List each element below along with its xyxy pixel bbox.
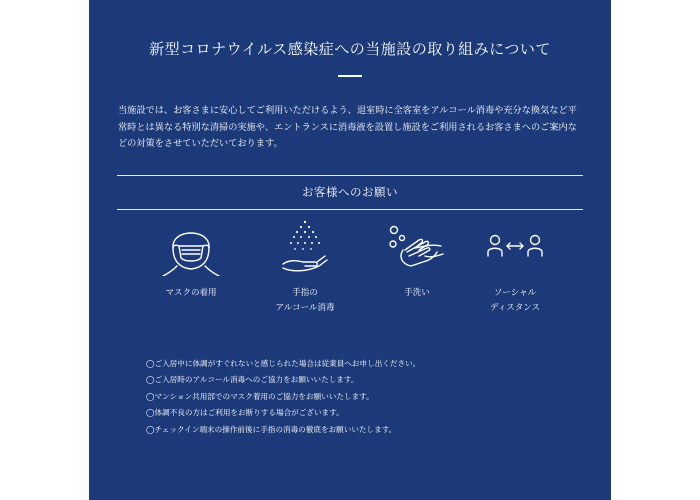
- note-item: ◯体調不良の方はご利用をお断りする場合がございます。: [146, 408, 344, 418]
- item-label-handwashing: 手洗い: [404, 288, 430, 298]
- request-item-distance: [465, 216, 565, 316]
- social-distance-icon: [483, 216, 547, 276]
- notice-panel: [89, 0, 611, 500]
- face-mask-icon: [159, 216, 223, 276]
- intro-text: 当施設では、お客さまに安心してご利用いただけるよう、退室時に全客室をアルコール消毒や充分な換気など平常時とは異なる特別な清掃の実施や、エントランスに消毒液を設置し施設をご利用されるお客さまへのご案内などの対策をさせていただいております。: [118, 105, 577, 149]
- note-item: ◯ご入居中に体調がすぐれないと感じられた場合は従業員へお申し出ください。: [146, 359, 421, 368]
- note-item: ◯ご入居時のアルコール消毒へのご協力をお願いいたします。: [146, 375, 359, 385]
- item-label-distance: ソーシャル ディスタンス: [489, 288, 541, 313]
- note-item: ◯チェックイン端末の操作前後に手指の消毒の徹底をお願いいたします。: [146, 424, 397, 434]
- section-divider-top: [117, 175, 583, 176]
- section-divider-bottom: [117, 209, 583, 210]
- request-item-handwashing: [367, 216, 467, 301]
- page-title: 新型コロナウイルス感染症への当施設の取り組みについて: [149, 40, 551, 58]
- note-item: ◯マンション共用部でのマスク着用のご協力をお願いいたします。: [146, 391, 374, 401]
- request-item-sanitizer: [255, 216, 355, 316]
- hand-sanitizer-icon: [273, 216, 337, 276]
- item-label-mask: マスクの着用: [165, 288, 217, 298]
- request-item-mask: [141, 216, 241, 301]
- notes-list: [146, 356, 586, 438]
- section-title: お客様へのお願い: [302, 185, 398, 199]
- title-underline: [338, 75, 362, 77]
- hand-washing-icon: [385, 216, 449, 276]
- item-label-sanitizer: 手指の アルコール消毒: [275, 288, 335, 313]
